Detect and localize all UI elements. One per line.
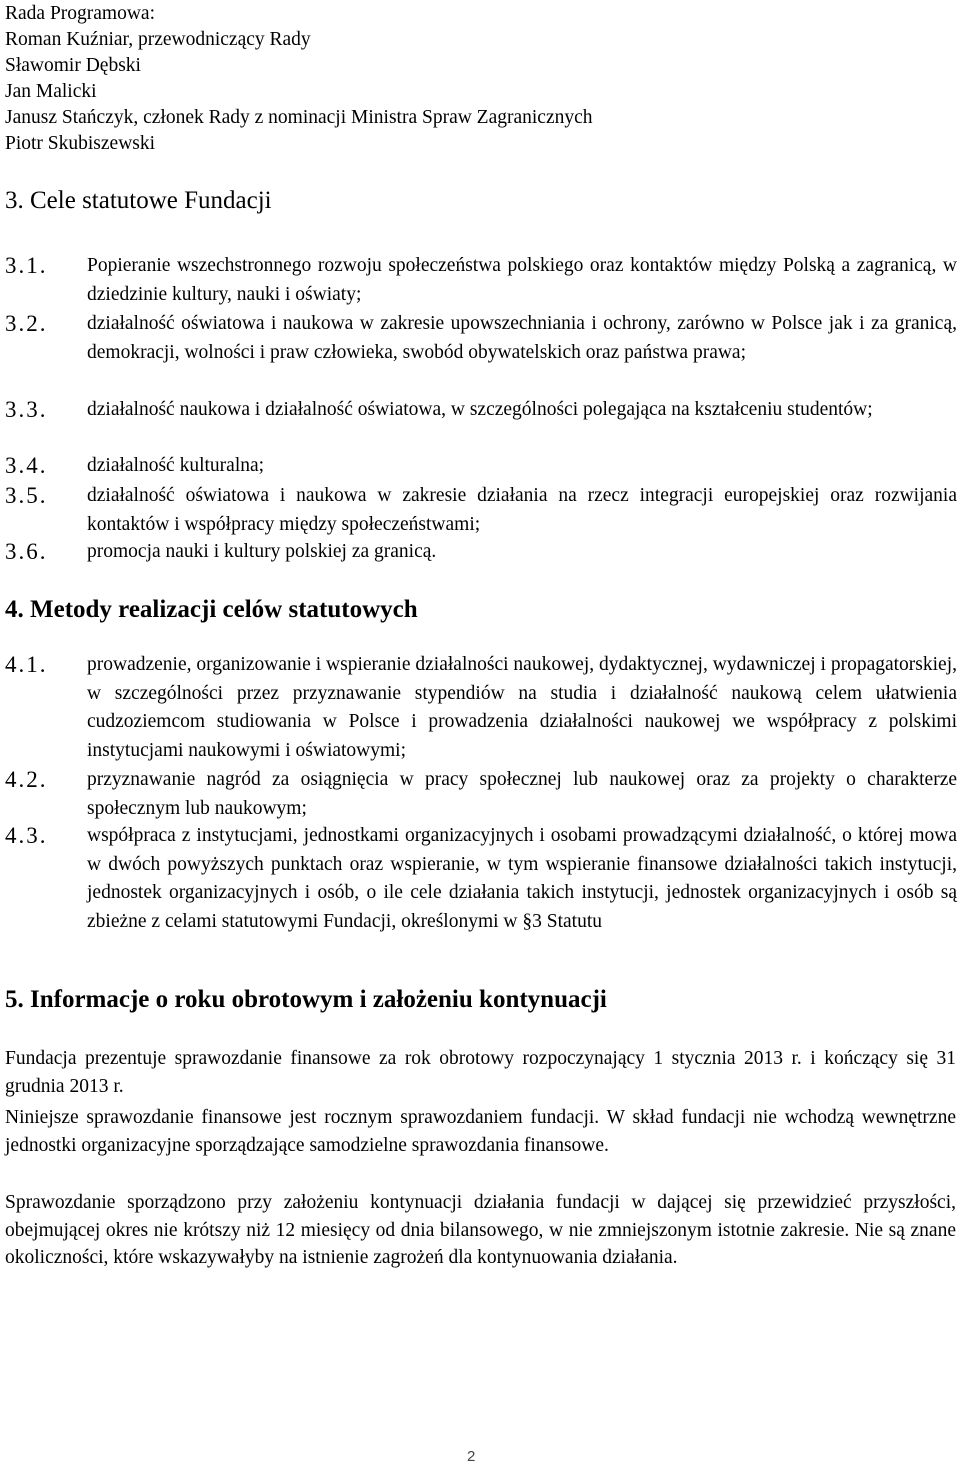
council-member: Jan Malicki (5, 81, 97, 102)
item-number: 4.3. (5, 823, 48, 848)
page-number: 2 (467, 1448, 476, 1465)
item-number: 3.4. (5, 453, 48, 478)
goal-item-3-1 (5, 252, 957, 309)
method-item-4-3 (5, 822, 957, 936)
item-number: 4.1. (5, 652, 48, 677)
goal-item-3-3 (5, 396, 957, 425)
council-title: Rada Programowa: (5, 3, 156, 24)
method-item-4-1 (5, 651, 957, 765)
paragraph: Niniejsze sprawozdanie finansowe jest rocznym sprawozdaniem fundacji. W skład fundacji nie wchodzą wewnętrzne jednostki organizacyjne sporządzające samodzielne sprawozdania finansowe. (5, 1107, 956, 1156)
paragraph: Fundacja prezentuje sprawozdanie finansowe za rok obrotowy rozpoczynający 1 stycznia 2013 r. i kończący się 31 grudnia 2013 r. (5, 1048, 956, 1097)
goal-item-3-4 (5, 452, 957, 481)
item-number: 4.2. (5, 767, 48, 792)
item-text: współpraca z instytucjami, jednostkami organizacyjnych i osobami prowadzącymi działalność, o której mowa w dwóch powyższych punktach oraz wspieranie, w tym wspieranie finansowe działalności takich instytucji, jednostek organizacyjnych i osób, o ile cele działania takich instytucji, jednostek organizacyjnych i osób są zbieżne z celami statutowymi Fundacji, określonymi w §3 Statutu (87, 825, 957, 932)
council-member: Piotr Skubiszewski (5, 133, 156, 154)
item-text: prowadzenie, organizowanie i wspieranie działalności naukowej, dydaktycznej, wydawniczej i propagatorskiej, w szczególności przez przyznawanie stypendiów na studia i działalność naukową celem ułatwienia cudzoziemcom studiowania w Polsce i prowadzenia działalności naukowej we współpracy z polskimi instytucjami naukowymi i oświatowymi; (87, 654, 957, 761)
council-member: Janusz Stańczyk, członek Rady z nominacji Ministra Spraw Zagranicznych (5, 107, 593, 128)
item-number: 3.2. (5, 311, 48, 336)
item-text: promocja nauki i kultury polskiej za granicą. (87, 541, 437, 562)
paragraph: Sprawozdanie sporządzono przy założeniu kontynuacji działania fundacji w dającej się przewidzieć przyszłości, obejmującej okres nie krótszy niż 12 miesięcy od dnia bilansowego, w nie zmniejszonym istotnie zakresie. Nie są znane okoliczności, które wskazywałyby na istnienie zagrożeń dla kontynuowania działania. (5, 1192, 956, 1268)
item-number: 3.5. (5, 483, 48, 508)
council-member: Sławomir Dębski (5, 55, 141, 76)
item-text: przyznawanie nagród za osiągnięcia w pracy społecznej lub naukowej oraz za projekty o charakterze społecznym lub naukowym; (87, 769, 957, 819)
section-5-heading: 5. Informacje o roku obrotowym i założeniu kontynuacji (5, 986, 607, 1013)
council-member: Roman Kuźniar, przewodniczący Rady (5, 29, 311, 50)
item-text: Popieranie wszechstronnego rozwoju społeczeństwa polskiego oraz kontaktów między Polską a zagranicą, w dziedzinie kultury, nauki i oświaty; (87, 255, 957, 305)
goal-item-3-5 (5, 482, 957, 539)
section-3-heading: 3. Cele statutowe Fundacji (5, 187, 272, 214)
item-number: 3.3. (5, 397, 48, 422)
goal-item-3-6 (5, 538, 957, 567)
item-number: 3.1. (5, 253, 48, 278)
item-text: działalność naukowa i działalność oświatowa, w szczególności polegająca na kształceniu studentów; (87, 399, 873, 420)
item-text: działalność oświatowa i naukowa w zakresie działania na rzecz integracji europejskiej oraz rozwijania kontaktów i współpracy między społeczeństwami; (87, 485, 957, 535)
item-text: działalność oświatowa i naukowa w zakresie upowszechniania i ochrony, zarówno w Polsce jak i za granicą, demokracji, wolności i praw człowieka, swobód obywatelskich oraz państwa prawa; (87, 313, 957, 363)
item-number: 3.6. (5, 539, 48, 564)
section-4-heading: 4. Metody realizacji celów statutowych (5, 596, 418, 623)
method-item-4-2 (5, 766, 957, 823)
goal-item-3-2 (5, 310, 957, 367)
item-text: działalność kulturalna; (87, 455, 265, 476)
